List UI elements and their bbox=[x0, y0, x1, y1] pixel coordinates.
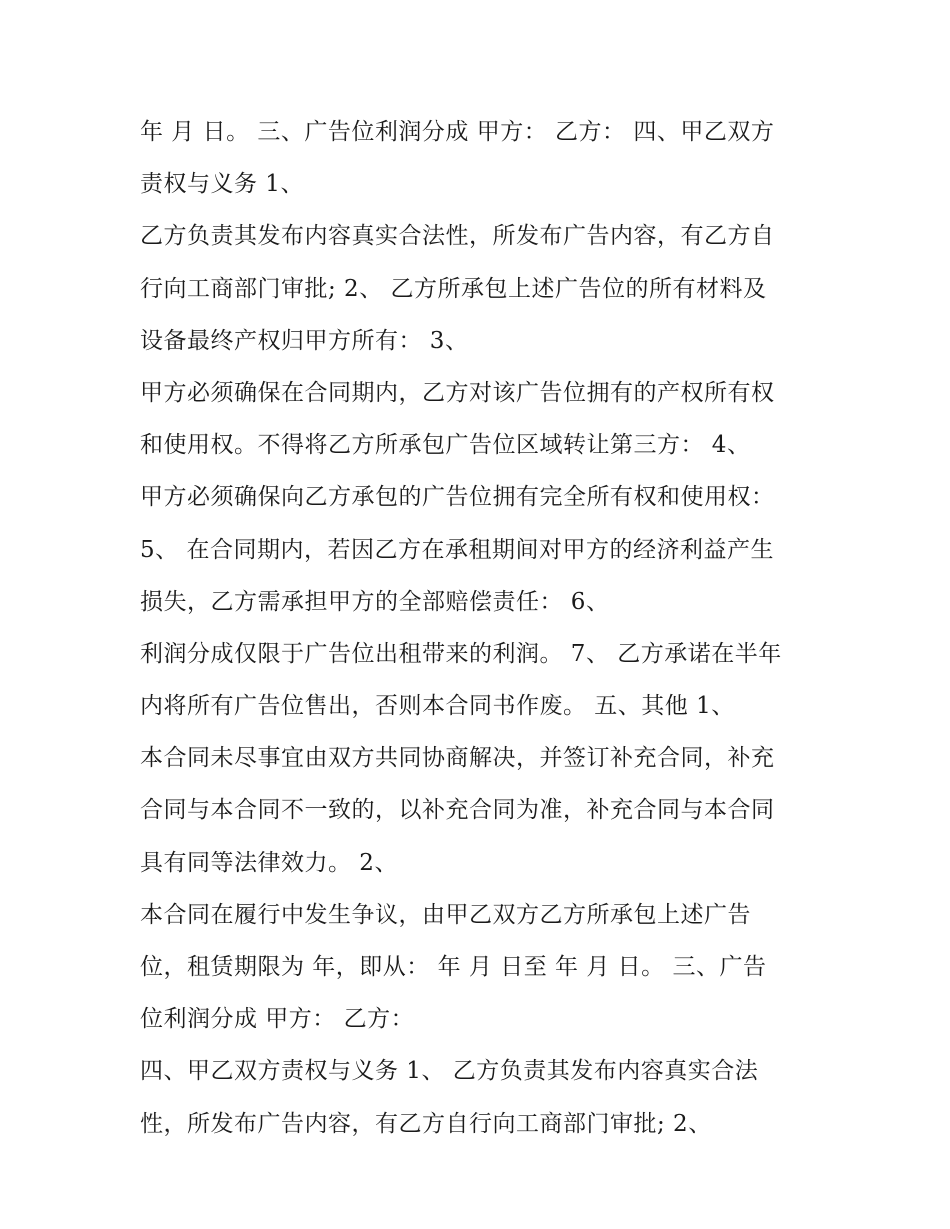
text-line-4: 行向工商部门审批; 2、 乙方所承包上述广告位的所有材料及 bbox=[140, 275, 767, 302]
contract-body-text bbox=[140, 106, 830, 1150]
text-line-16: 本合同在履行中发生争议，由甲乙双方乙方所承包上述广告 bbox=[140, 901, 751, 928]
text-line-11: 利润分成仅限于广告位出租带来的利润。 7、 乙方承诺在半年 bbox=[140, 640, 782, 667]
text-line-3: 乙方负责其发布内容真实合法性，所发布广告内容，有乙方自 bbox=[140, 223, 775, 250]
text-line-8: 甲方必须确保向乙方承包的广告位拥有完全所有权和使用权： bbox=[140, 484, 775, 511]
text-line-6: 甲方必须确保在合同期内，乙方对该广告位拥有的产权所有权 bbox=[140, 379, 775, 406]
text-line-13: 本合同未尽事宜由双方共同协商解决，并签订补充合同，补充 bbox=[140, 745, 775, 772]
text-line-7: 和使用权。不得将乙方所承包广告位区域转让第三方： 4、 bbox=[140, 432, 751, 459]
text-line-20: 性，所发布广告内容，有乙方自行向工商部门审批; 2、 bbox=[140, 1110, 712, 1137]
text-line-12: 内将所有广告位售出，否则本合同书作废。 五、其他 1、 bbox=[140, 693, 735, 720]
text-line-18: 位利润分成 甲方： 乙方： bbox=[140, 1006, 415, 1033]
text-line-1: 年 月 日。 三、广告位利润分成 甲方： 乙方： 四、甲乙双方 bbox=[140, 119, 775, 145]
text-line-9: 5、 在合同期内，若因乙方在承租期间对甲方的经济利益产生 bbox=[140, 536, 774, 563]
text-line-17: 位，租赁期限为 年，即从： 年 月 日至 年 月 日。 三、广告 bbox=[140, 954, 767, 980]
text-line-14: 合同与本合同不一致的，以补充合同为准，补充合同与本合同 bbox=[140, 797, 775, 824]
text-line-5: 设备最终产权归甲方所有： 3、 bbox=[140, 327, 469, 354]
text-line-19: 四、甲乙双方责权与义务 1、 乙方负责其发布内容真实合法 bbox=[140, 1058, 759, 1085]
text-line-15: 具有同等法律效力。 2、 bbox=[140, 849, 398, 876]
text-line-2: 责权与义务 1、 bbox=[140, 171, 304, 198]
text-line-10: 损失，乙方需承担甲方的全部赔偿责任： 6、 bbox=[140, 588, 610, 615]
